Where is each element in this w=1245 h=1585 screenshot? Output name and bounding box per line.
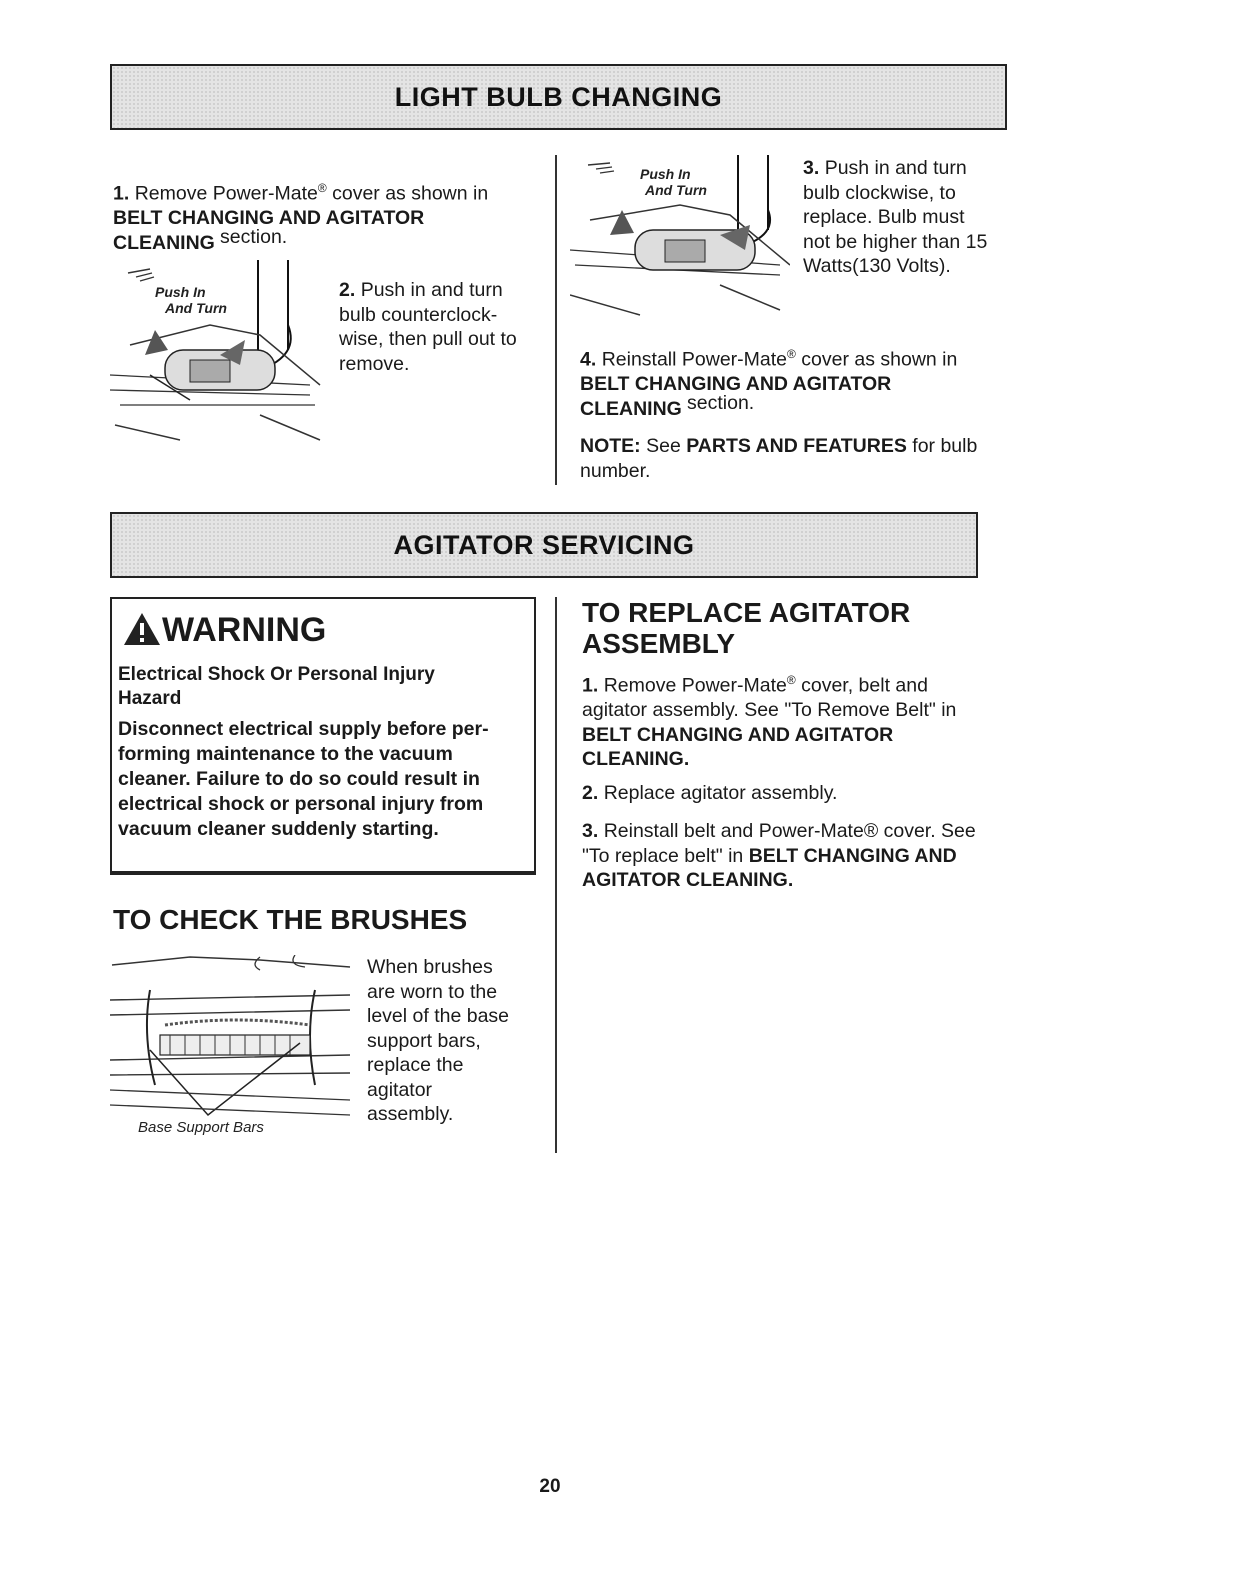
- step-2: 2. Push in and turn bulb counterclock-wise, then pull out to remove.: [339, 279, 517, 375]
- column-divider: [555, 155, 557, 485]
- fig-label-and-turn: And Turn: [165, 300, 227, 316]
- section-title: AGITATOR SERVICING: [393, 529, 695, 560]
- fig-label-base-support-bars: Base Support Bars: [138, 1119, 264, 1136]
- warning-body: Disconnect electrical supply before per-forming maintenance to the vacuum cleaner. Failure to do so could result in electrical shock or personal injury from vacuum cleaner suddenly starting.: [118, 718, 489, 840]
- section-header-agitator: [110, 512, 978, 578]
- replace-step-3: 3. Reinstall belt and Power-Mate® cover. See "To replace belt" in BELT CHANGING AND AGITATOR CLEANING.: [582, 820, 976, 891]
- warning-triangle-icon: [122, 611, 162, 647]
- page-number: 20: [539, 1476, 561, 1497]
- fig-label-and-turn-2: And Turn: [645, 182, 707, 198]
- fig-label-push-in-2: Push In: [640, 166, 691, 182]
- section-title: LIGHT BULB CHANGING: [394, 81, 723, 112]
- fig-label-push-in: Push In: [155, 284, 206, 300]
- warning-title: WARNING: [162, 611, 327, 649]
- step-3: 3. Push in and turn bulb clockwise, to replace. Bulb must not be higher than 15 Watts(130 Volts).: [803, 157, 988, 277]
- brushes-text: When brushes are worn to the level of the base support bars, replace the agitator assembly.: [367, 956, 510, 1125]
- bulb-install-illustration: [570, 155, 790, 325]
- column-divider-2: [555, 597, 557, 1153]
- section-header-light-bulb: [110, 64, 1007, 130]
- warning-hazard: Electrical Shock Or Personal Injury Hazard: [118, 664, 435, 709]
- step-1: 1. Remove Power-Mate® cover as shown in BELT CHANGING AND AGITATOR CLEANING section.: [113, 181, 489, 254]
- warning-box: [110, 597, 536, 875]
- note: NOTE: See PARTS AND FEATURES for bulb number.: [580, 435, 978, 482]
- replace-agitator-title: TO REPLACE AGITATOR ASSEMBLY: [582, 597, 911, 659]
- bulb-removal-illustration: [110, 255, 330, 455]
- brushes-illustration: [110, 955, 358, 1160]
- step-4: 4. Reinstall Power-Mate® cover as shown in BELT CHANGING AND AGITATOR CLEANING section.: [580, 347, 958, 420]
- replace-step-1: 1. Remove Power-Mate® cover, belt and agitator assembly. See "To Remove Belt" in BELT CHANGING AND AGITATOR CLEANING.: [582, 673, 957, 770]
- replace-step-2: 2. Replace agitator assembly.: [582, 782, 838, 804]
- check-brushes-title: TO CHECK THE BRUSHES: [113, 904, 468, 935]
